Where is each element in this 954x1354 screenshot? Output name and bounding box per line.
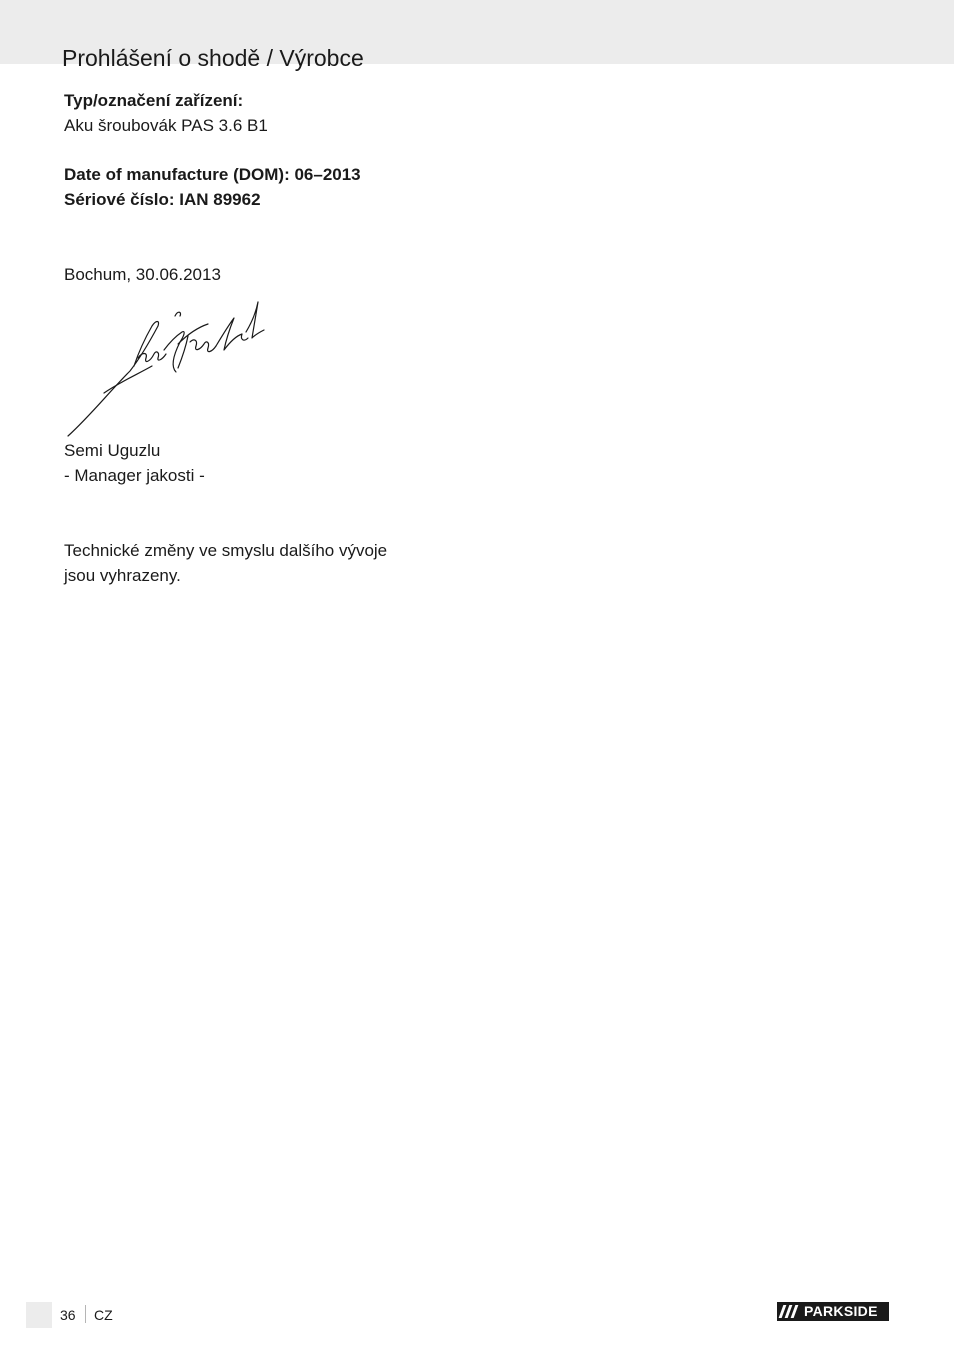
footer-divider xyxy=(85,1305,86,1323)
place-and-date: Bochum, 30.06.2013 xyxy=(64,265,221,284)
signature-image xyxy=(60,296,270,441)
place-date-section xyxy=(64,262,221,287)
signatory-section xyxy=(64,438,205,488)
language-code: CZ xyxy=(94,1307,113,1323)
notice-line-2: jsou vyhrazeny. xyxy=(64,566,181,585)
serial-number: Sériové číslo: IAN 89962 xyxy=(64,190,261,209)
signatory-role: - Manager jakosti - xyxy=(64,466,205,485)
date-of-manufacture: Date of manufacture (DOM): 06–2013 xyxy=(64,165,361,184)
notice-line-1: Technické změny ve smyslu dalšího vývoje xyxy=(64,541,388,560)
technical-changes-notice xyxy=(64,538,387,588)
logo-stripes-icon xyxy=(781,1305,799,1318)
manufacture-section xyxy=(64,162,361,212)
brand-logo xyxy=(777,1302,889,1321)
device-type-value: Aku šroubovák PAS 3.6 B1 xyxy=(64,116,268,135)
page-number: 36 xyxy=(60,1307,76,1323)
signatory-name: Semi Uguzlu xyxy=(64,441,161,460)
device-type-label: Typ/označení zařízení: xyxy=(64,91,244,110)
footer-box xyxy=(26,1302,52,1328)
page-title: Prohlášení o shodě / Výrobce xyxy=(62,45,364,72)
device-section xyxy=(64,88,268,138)
brand-name: PARKSIDE xyxy=(804,1303,878,1319)
